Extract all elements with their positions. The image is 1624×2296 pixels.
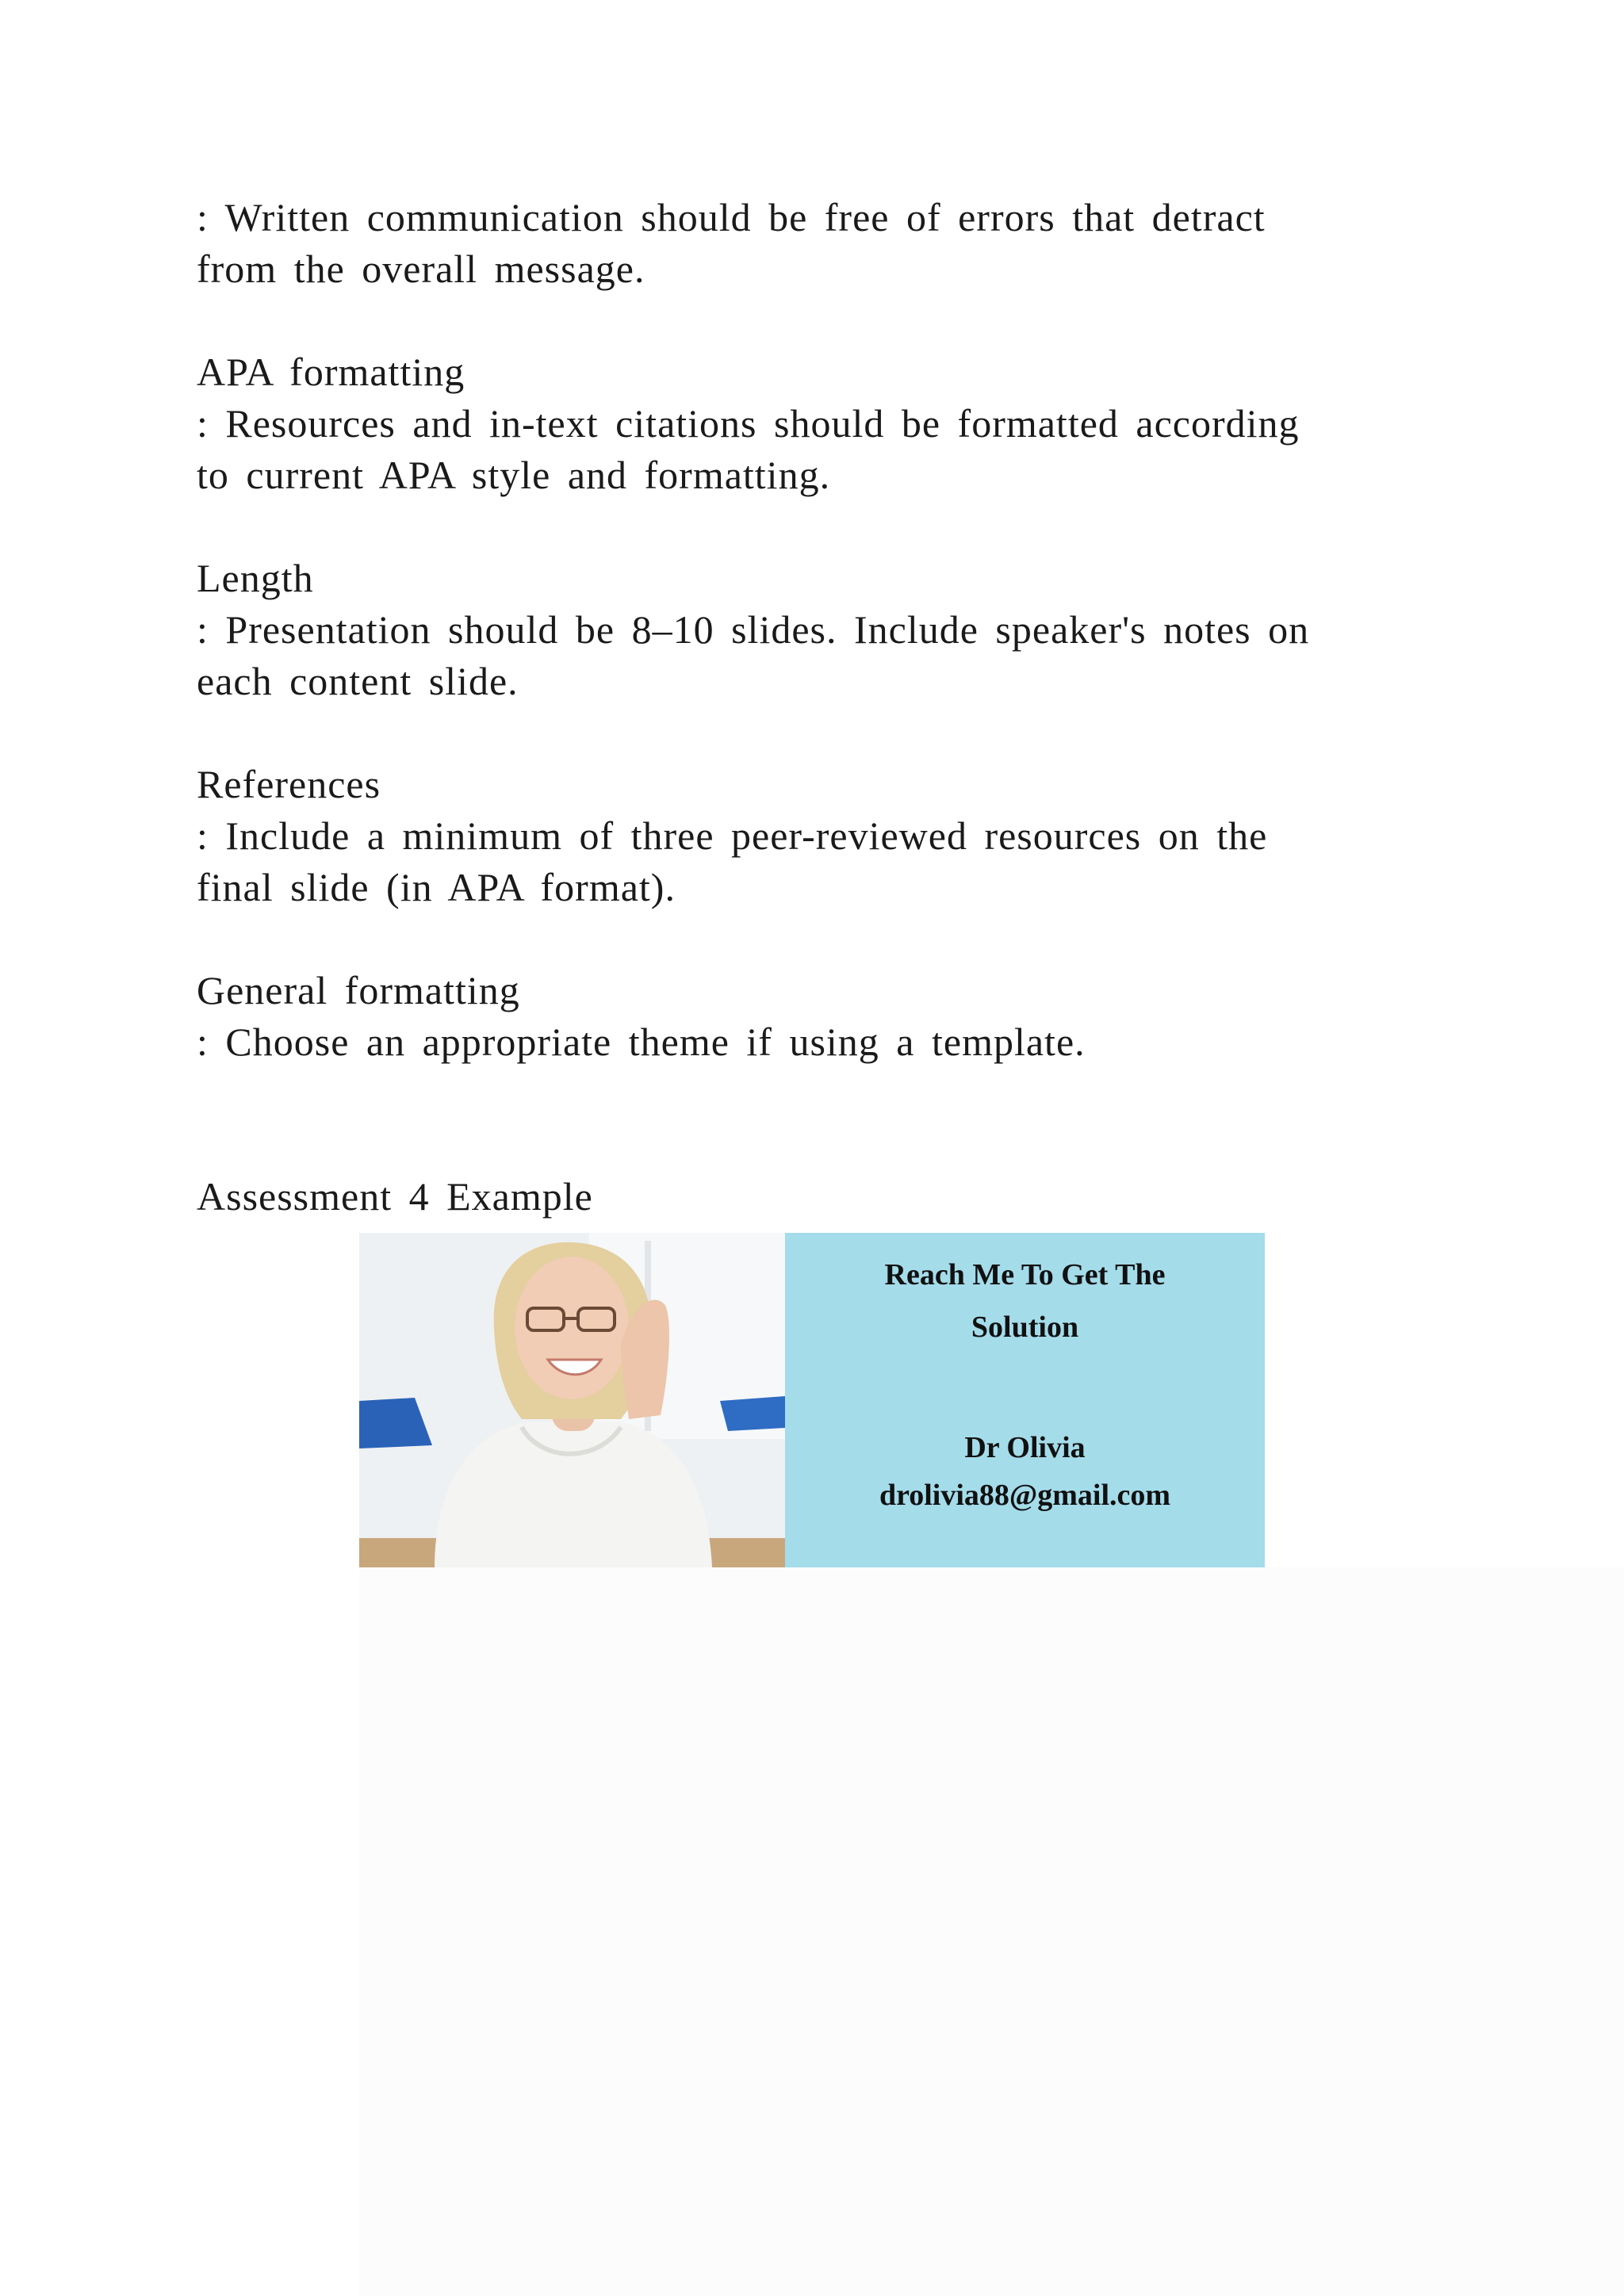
paragraph-general-formatting	[197, 965, 1434, 1068]
section-heading: Assessment 4 Example	[197, 1174, 593, 1219]
blank-page-area	[359, 1567, 1624, 2296]
text-line: : Presentation should be 8–10 slides. Include speaker's notes on	[197, 607, 1310, 652]
section-heading: General formatting	[197, 968, 520, 1012]
banner-subheadline: Solution	[971, 1311, 1079, 1344]
woman-photo-icon	[359, 1233, 785, 1567]
banner-headline: Reach Me To Get The	[884, 1258, 1166, 1292]
text-line: : Written communication should be free of errors that detract	[197, 195, 1266, 239]
text-line: from the overall message.	[197, 247, 645, 291]
document-body	[197, 192, 1434, 1223]
text-line: : Choose an appropriate theme if using a template.	[197, 1020, 1086, 1064]
paragraph-mechanics	[197, 192, 1434, 295]
paragraph-assessment-example	[197, 1171, 1434, 1223]
text-line: to current APA style and formatting.	[197, 453, 831, 497]
paragraph-references	[197, 759, 1434, 913]
contact-email: drolivia88@gmail.com	[879, 1479, 1171, 1512]
text-line: each content slide.	[197, 659, 519, 703]
paragraph-length	[197, 553, 1434, 707]
contact-name: Dr Olivia	[964, 1431, 1086, 1464]
paragraph-apa-formatting	[197, 346, 1434, 501]
text-line: : Include a minimum of three peer-reviewed resources on the	[197, 813, 1268, 858]
text-line: : Resources and in-text citations should be formatted according	[197, 401, 1300, 446]
contact-info-panel	[785, 1233, 1265, 1567]
section-heading: References	[197, 762, 381, 806]
contact-banner	[359, 1233, 1265, 1567]
text-line: final slide (in APA format).	[197, 865, 676, 909]
section-heading: APA formatting	[197, 350, 465, 394]
section-heading: Length	[197, 556, 314, 600]
